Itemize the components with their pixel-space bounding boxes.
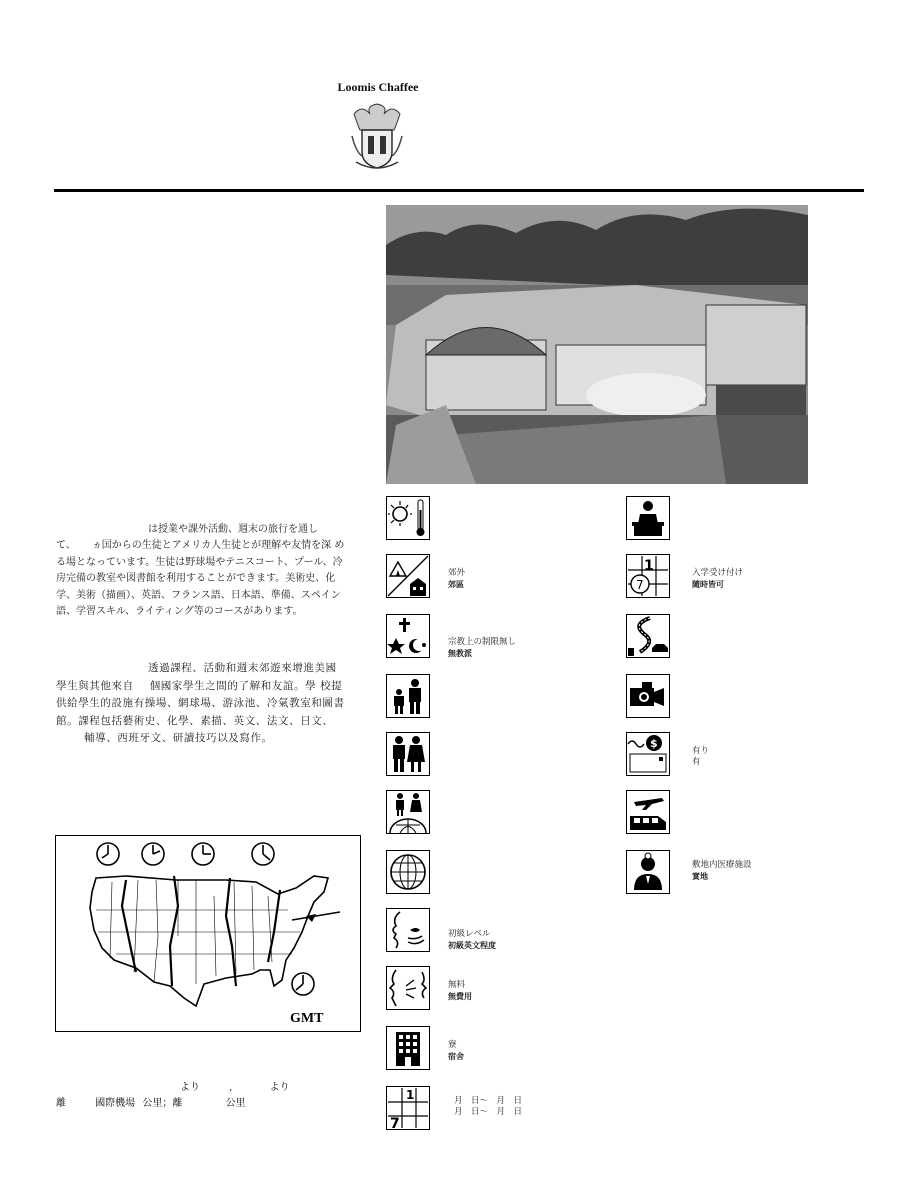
setting-zh: 郊區 <box>448 580 464 589</box>
classroom-desk-icon <box>626 496 670 540</box>
fee-jp: 有り <box>692 746 710 756</box>
distance-yori-2: より <box>269 1082 290 1093</box>
svg-text:1: 1 <box>644 558 654 574</box>
distance-airport: 國際機場 <box>95 1098 136 1109</box>
esl-zh: 無費用 <box>448 992 472 1001</box>
svg-text:7: 7 <box>636 578 644 592</box>
medical-label <box>692 860 752 883</box>
us-time-zone-map <box>55 835 361 1032</box>
header-divider <box>54 189 864 192</box>
distance-km-li-2: 公里 <box>225 1098 246 1109</box>
religion-zh: 無教派 <box>448 649 472 658</box>
fee-label <box>692 746 709 768</box>
dates-label <box>454 1096 522 1118</box>
coed-students-icon <box>386 732 430 776</box>
zh-line-2b: 個國家學生之間的了解和友誼。學 <box>149 679 317 692</box>
description-chinese <box>56 660 352 748</box>
zh-line-2a: 學生與其他來自 <box>56 679 134 692</box>
enrollment-label <box>692 568 743 591</box>
medical-nurse-icon <box>626 850 670 894</box>
religion-symbols-icon <box>386 614 430 658</box>
jp-line-2a: て、 <box>56 540 76 552</box>
english-level-label <box>448 929 496 952</box>
svg-text:7: 7 <box>390 1116 400 1130</box>
camera-film-icon <box>626 674 670 718</box>
distance-km-li-1: 公里；離 <box>142 1098 183 1109</box>
zh-mid: 校提供給學生的設施有操場、網球場、游泳池、冷氣教室和圖書館。課程包括藝術史、化學、素描、英文、法文、日文、 <box>56 679 345 727</box>
jp-rest: める場となっています。生徒は野球場やテニスコート、プール、冷房完備の教室や図書館を利用することができます。美術史、化学、美術（描画）、英語、フランス語、日本語、準備、スペイン語、学習スキル、ライティング等のコースがあります。 <box>56 540 345 618</box>
world-globe-icon <box>386 850 430 894</box>
setting-jp: 郊外 <box>448 568 466 578</box>
calendar-icon <box>386 1086 430 1130</box>
english-level-zh: 初級英文程度 <box>448 941 496 950</box>
stipend-money-icon <box>626 732 670 776</box>
distance-li: 離 <box>56 1098 66 1109</box>
distance-line-2 <box>56 1094 246 1109</box>
housing-label <box>448 1040 464 1063</box>
road-car-icon <box>626 614 670 658</box>
dates-line-1: 月 日～ 月 日 <box>454 1096 523 1106</box>
distance-comma: , <box>229 1082 233 1093</box>
fee-zh: 有 <box>692 757 701 767</box>
esl-jp: 無料 <box>448 980 466 990</box>
campus-aerial-photo <box>386 205 808 484</box>
enrollment-zh: 隨時皆可 <box>692 580 724 589</box>
description-japanese <box>56 522 352 620</box>
medical-zh: 實地 <box>692 872 708 881</box>
zh-mid-2: 輔導、西班牙文、研讀技巧以及寫作。 <box>84 732 273 744</box>
housing-zh: 宿舍 <box>448 1052 464 1061</box>
enrollment-calendar-icon <box>626 554 670 598</box>
religion-label <box>448 637 516 660</box>
esl-fee-label <box>448 980 472 1003</box>
medical-jp: 敷地内医療施設 <box>692 860 752 870</box>
housing-jp: 寮 <box>448 1040 457 1050</box>
esl-conversation-icon <box>386 966 430 1010</box>
gmt-label: GMT <box>290 1011 324 1026</box>
dormitory-building-icon <box>386 1026 430 1070</box>
setting-label <box>448 568 465 591</box>
dates-line-2: 月 日～ 月 日 <box>454 1107 523 1117</box>
english-level-jp: 初級レベル <box>448 929 491 939</box>
distance-line-1 <box>180 1078 290 1093</box>
distance-yori-1: より <box>180 1082 200 1093</box>
zh-line-1: 透過課程、活動和週末郊遊來增進美國 <box>148 662 337 674</box>
suburb-tent-house-icon <box>386 554 430 598</box>
religion-jp: 宗教上の制限無し <box>448 637 517 647</box>
airport-transport-icon <box>626 790 670 834</box>
english-level-speaking-icon <box>386 908 430 952</box>
svg-text:$: $ <box>650 737 658 750</box>
climate-sun-thermometer-icon <box>386 496 430 540</box>
jp-line-2b: ヵ国からの生徒とアメリカ人生徒とが理解や友情を深 <box>91 540 332 552</box>
school-name: Loomis Chaffee <box>337 80 419 94</box>
svg-text:1: 1 <box>406 1088 415 1102</box>
international-students-globe-icon <box>386 790 430 834</box>
jp-line-1: は授業や課外活動、週末の旅行を通し <box>148 524 318 535</box>
enrollment-jp: 入学受け付け <box>692 568 744 578</box>
school-crest-logo <box>348 100 406 172</box>
boys-students-icon <box>386 674 430 718</box>
